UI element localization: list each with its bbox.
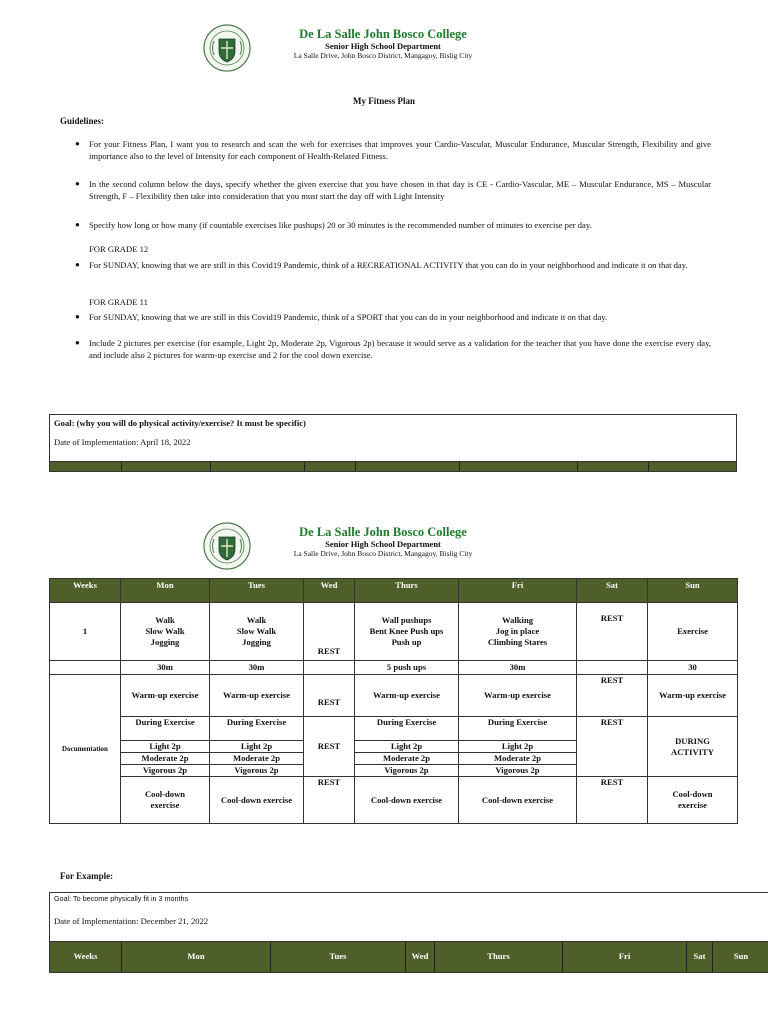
- example-goal: Goal: To become physically fit in 3 months: [54, 894, 189, 903]
- sun-duration: 30: [648, 661, 738, 675]
- header-sat: Sat: [577, 579, 648, 603]
- guideline-text: For SUNDAY, knowing that we are still in this Covid19 Pandemic, think of a SPORT that you can do in your neighborhood and indicate it on that day.: [89, 312, 608, 322]
- table-row-during: [50, 717, 738, 741]
- mon-vigorous: Vigorous 2p: [121, 765, 210, 777]
- guideline-item: [75, 178, 711, 202]
- header-sun: Sun: [648, 579, 738, 603]
- tues-exercises: Walk Slow Walk Jogging: [210, 603, 304, 661]
- table-row-durations: [50, 661, 738, 675]
- tues-vigorous: Vigorous 2p: [210, 765, 304, 777]
- school-header-page-2: [0, 522, 768, 578]
- thurs-vigorous: Vigorous 2p: [355, 765, 459, 777]
- grade-11-label: FOR GRADE 11: [89, 297, 148, 307]
- guideline-text: Include 2 pictures per exercise (for example, Light 2p, Moderate 2p, Vigorous 2p) because it would serve as a validation for the teacher that you have done the exercise every day, and include also 2 pictures for warm-up exercise and 2 for the cool down exercise.: [89, 338, 711, 360]
- example-header-fri: Fri: [562, 942, 686, 972]
- school-name: De La Salle John Bosco College: [299, 27, 467, 41]
- thurs-warmup: Warm-up exercise: [355, 675, 459, 717]
- example-header-wed: Wed: [405, 942, 434, 972]
- fri-cooldown: Cool-down exercise: [459, 777, 577, 824]
- thurs-during: During Exercise: [355, 717, 459, 741]
- mon-cooldown: Cool-down exercise: [121, 777, 210, 824]
- guideline-text: Specify how long or how many (if countable exercises like pushups) 20 or 30 minutes is the recommended number of minutes to exercise per day.: [89, 220, 592, 230]
- table-row-exercises: [50, 603, 738, 661]
- bullet-icon: ●: [75, 312, 80, 321]
- tues-warmup: Warm-up exercise: [210, 675, 304, 717]
- fri-vigorous: Vigorous 2p: [459, 765, 577, 777]
- sat-cooldown-rest: REST: [577, 777, 648, 824]
- bullet-icon: ●: [75, 220, 80, 229]
- example-header-thurs: Thurs: [434, 942, 562, 972]
- tues-light: Light 2p: [210, 741, 304, 753]
- sat-during-rest: REST: [577, 717, 648, 777]
- school-seal-icon: [203, 24, 251, 72]
- example-date: Date of Implementation: December 21, 2022: [54, 916, 209, 926]
- wed-warmup-rest: REST: [304, 675, 355, 717]
- table-row-cooldown: [50, 777, 738, 824]
- mon-moderate: Moderate 2p: [121, 753, 210, 765]
- tues-duration: 30m: [210, 661, 304, 675]
- bullet-icon: ●: [75, 260, 80, 269]
- school-department: Senior High School Department: [325, 41, 441, 52]
- grade-12-label: FOR GRADE 12: [89, 244, 149, 254]
- header-thurs: Thurs: [355, 579, 459, 603]
- example-header-sat: Sat: [686, 942, 712, 972]
- wed-during-rest: REST: [304, 717, 355, 777]
- tues-during: During Exercise: [210, 717, 304, 741]
- thurs-duration: 5 push ups: [355, 661, 459, 675]
- example-header-tues: Tues: [270, 942, 405, 972]
- school-address: La Salle Drive, John Bosco District, Mangagoy, Bislig City: [293, 51, 473, 61]
- fri-warmup: Warm-up exercise: [459, 675, 577, 717]
- implementation-date: Date of Implementation: April 18, 2022: [54, 437, 191, 447]
- sun-cooldown: Cool-down exercise: [648, 777, 738, 824]
- mon-light: Light 2p: [121, 741, 210, 753]
- mon-exercises: Walk Slow Walk Jogging: [121, 603, 210, 661]
- school-seal-icon: [203, 522, 251, 570]
- sat-duration: [577, 661, 648, 675]
- goal-prompt: Goal: (why you will do physical activity/exercise? It must be specific): [54, 418, 306, 428]
- example-header-sun: Sun: [712, 942, 768, 972]
- guideline-text: In the second column below the days, specify whether the given exercise that you have chosen in that day is CE - Cardio-Vascular, ME – Muscular Endurance, MS – Muscular Strength, F – Flexibility then take into consideration that you must start the day off with Light Intensity: [89, 179, 711, 201]
- guideline-text: For your Fitness Plan, I want you to research and scan the web for exercises that improves your Cardio-Vascular, Muscular Endurance, Muscular Strength, Flexibility and give importance also to the level of Intensity for each component of Health-Related Fitness.: [89, 139, 711, 161]
- header-weeks: Weeks: [50, 579, 121, 603]
- sat-warmup-rest: REST: [577, 675, 648, 717]
- header-fri: Fri: [459, 579, 577, 603]
- wed-cooldown-rest: REST: [304, 777, 355, 824]
- sat-exercises: REST: [577, 603, 648, 661]
- sun-exercises: Exercise: [648, 603, 738, 661]
- table-header-row: [50, 579, 738, 603]
- mon-during: During Exercise: [121, 717, 210, 741]
- wed-exercises: REST: [304, 603, 355, 661]
- header-tues: Tues: [210, 579, 304, 603]
- mon-duration: 30m: [121, 661, 210, 675]
- example-table-header: [49, 941, 768, 973]
- bullet-icon: ●: [75, 139, 80, 148]
- guideline-item: [75, 219, 711, 231]
- mon-warmup: Warm-up exercise: [121, 675, 210, 717]
- guideline-item: [75, 337, 711, 361]
- school-header: [0, 24, 768, 80]
- fri-exercises: Walking Jog in place Climbing Stares: [459, 603, 577, 661]
- school-name: De La Salle John Bosco College: [299, 525, 467, 539]
- thurs-cooldown: Cool-down exercise: [355, 777, 459, 824]
- bullet-icon: ●: [75, 338, 80, 347]
- table-row-warmup: [50, 675, 738, 717]
- guidelines-heading: Guidelines:: [60, 116, 105, 126]
- guideline-text: For SUNDAY, knowing that we are still in this Covid19 Pandemic, think of a RECREATIONAL ACTIVITY that you can do in your neighborhood and indicate it on that day.: [89, 260, 688, 270]
- bullet-icon: ●: [75, 179, 80, 188]
- guideline-item: [75, 311, 711, 323]
- fitness-plan-table: [49, 578, 738, 824]
- example-goal-box: [49, 892, 768, 942]
- documentation-label: Documentation: [50, 675, 121, 824]
- thurs-light: Light 2p: [355, 741, 459, 753]
- thurs-moderate: Moderate 2p: [355, 753, 459, 765]
- goal-box: [49, 414, 737, 462]
- fri-moderate: Moderate 2p: [459, 753, 577, 765]
- table-header-strip: [49, 461, 737, 472]
- tues-moderate: Moderate 2p: [210, 753, 304, 765]
- fri-during: During Exercise: [459, 717, 577, 741]
- fri-duration: 30m: [459, 661, 577, 675]
- example-header-mon: Mon: [121, 942, 270, 972]
- wed-duration: [304, 661, 355, 675]
- page-title: My Fitness Plan: [353, 96, 415, 106]
- week-number: 1: [50, 603, 121, 661]
- school-identity: [264, 28, 502, 60]
- guideline-item: [75, 259, 711, 271]
- header-mon: Mon: [121, 579, 210, 603]
- school-identity: [264, 526, 502, 558]
- header-wed: Wed: [304, 579, 355, 603]
- example-heading: For Example:: [60, 871, 114, 881]
- school-address: La Salle Drive, John Bosco District, Mangagoy, Bislig City: [293, 549, 473, 559]
- guideline-item: [75, 138, 711, 162]
- thurs-exercises: Wall pushups Bent Knee Push ups Push up: [355, 603, 459, 661]
- tues-cooldown: Cool-down exercise: [210, 777, 304, 824]
- example-header-weeks: Weeks: [73, 951, 98, 961]
- sun-warmup: Warm-up exercise: [648, 675, 738, 717]
- sun-during-activity: DURING ACTIVITY: [648, 717, 738, 777]
- school-department: Senior High School Department: [325, 539, 441, 550]
- fri-light: Light 2p: [459, 741, 577, 753]
